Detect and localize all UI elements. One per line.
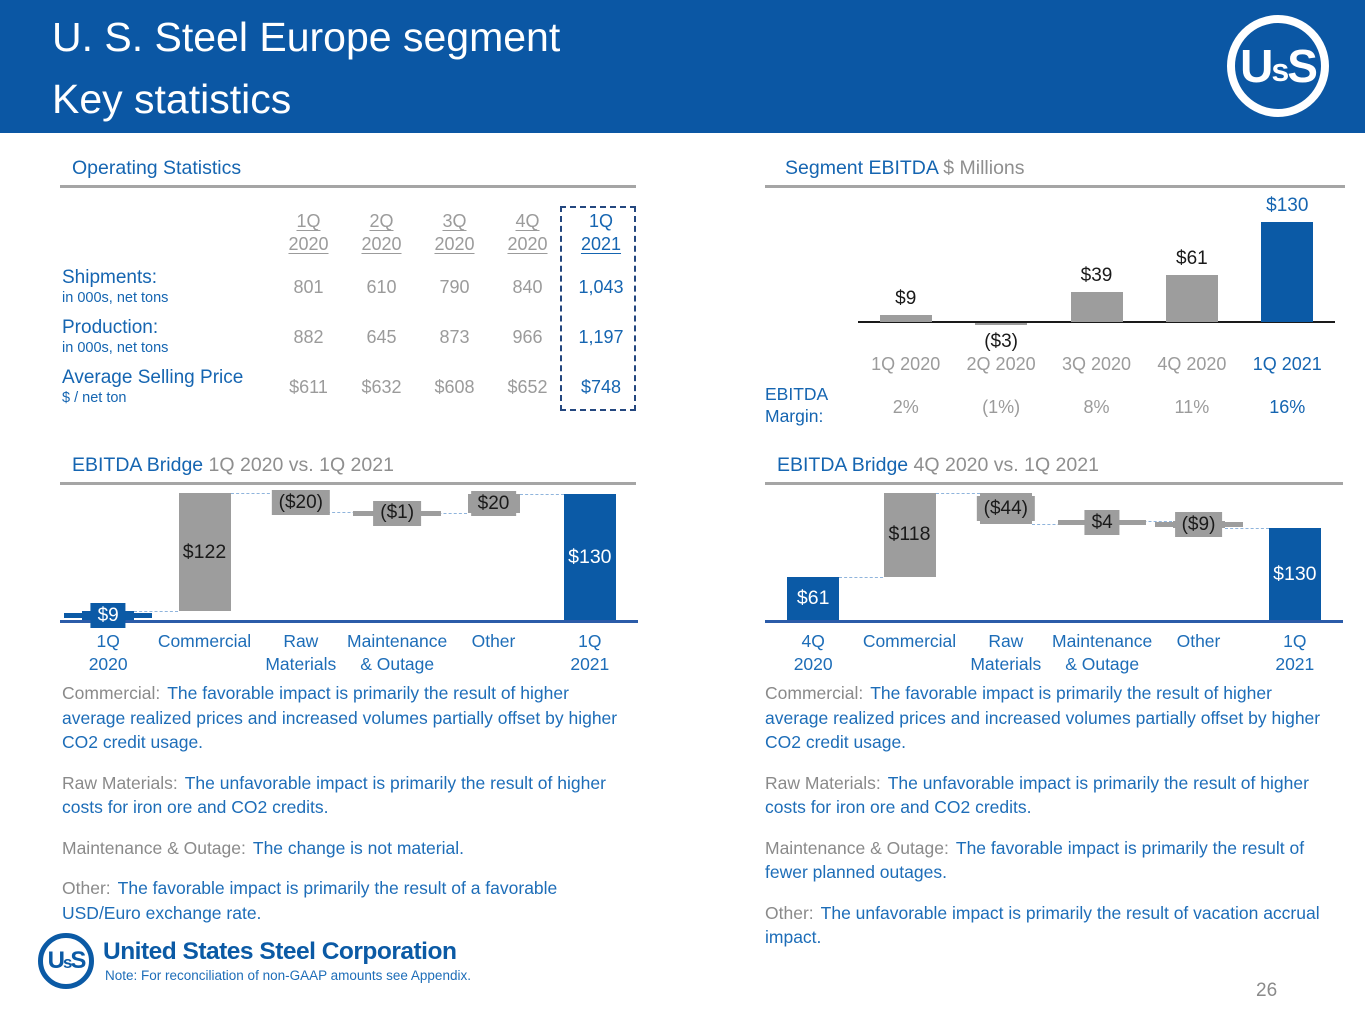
logo-letter: s xyxy=(1271,52,1288,88)
waterfall-bar-value-chip: ($9) xyxy=(1175,512,1223,537)
ebitda-margin-label: EBITDA Margin: xyxy=(765,384,828,426)
note-label: Raw Materials: xyxy=(62,772,178,793)
note-text: The favorable impact is primarily the result of fewer planned outages. xyxy=(765,837,1305,882)
bar-3q-2020 xyxy=(1071,292,1123,322)
waterfall-bar-value-chip: ($44) xyxy=(977,496,1035,521)
waterfall-category-label xyxy=(1233,630,1357,676)
waterfall-bar-4q-2020 xyxy=(787,577,839,620)
table-cell: 790 xyxy=(439,276,470,297)
note-label: Other: xyxy=(765,902,814,923)
page-number: 26 xyxy=(1256,980,1278,1001)
table-cell: $748 xyxy=(580,376,622,397)
table-cell: $652 xyxy=(507,376,548,397)
bridge-left-chart xyxy=(60,487,638,627)
table-row-label xyxy=(62,362,272,412)
bar-1q-2021 xyxy=(1261,222,1313,322)
bridge-left-title-main: EBITDA Bridge xyxy=(72,454,204,476)
waterfall-bar-value: $61 xyxy=(796,586,830,609)
waterfall-category-line: & Outage xyxy=(360,654,435,674)
column-header-line1: 2Q xyxy=(369,211,394,231)
waterfall-category-line: 2020 xyxy=(793,654,833,674)
note-text: The unfavorable impact is primarily the result of vacation accrual impact. xyxy=(765,902,1320,947)
note-text: The unfavorable impact is primarily the result of higher costs for iron ore and CO2 credits. xyxy=(765,772,1309,817)
waterfall-bar-value-chip: ($1) xyxy=(373,501,421,526)
note-maintenance-outage xyxy=(62,836,622,861)
waterfall-bar-value: $130 xyxy=(568,545,612,568)
table-corner-cell xyxy=(62,204,272,262)
waterfall-category-line: Commercial xyxy=(862,631,957,651)
waterfall-bar-commercial xyxy=(884,493,936,577)
waterfall-bar-1q-2021 xyxy=(1269,528,1321,620)
bar-value-label: $130 xyxy=(1266,195,1309,216)
margin-value: 11% xyxy=(1174,397,1210,417)
waterfall-category-line: 2020 xyxy=(88,654,128,674)
column-header xyxy=(418,204,491,262)
slide-title-line1: U. S. Steel Europe segment xyxy=(52,14,561,60)
divider xyxy=(60,185,636,188)
table-cell: 610 xyxy=(366,276,397,297)
category-label: 1Q 2020 xyxy=(871,354,941,374)
column-header-line2: 2020 xyxy=(361,234,402,254)
waterfall-category-line: Maintenance xyxy=(1052,631,1153,651)
table-cell: 882 xyxy=(293,326,324,347)
waterfall-category-line: Maintenance xyxy=(347,631,448,651)
waterfall-category-line: 2021 xyxy=(1275,654,1315,674)
table-cell: $608 xyxy=(434,376,475,397)
bridge-right-notes xyxy=(765,681,1325,966)
table-cell: 801 xyxy=(293,276,324,297)
logo-letter: s xyxy=(62,953,71,973)
table-cell: 1,043 xyxy=(578,276,624,297)
column-header-line1: 4Q xyxy=(515,211,540,231)
uss-logo-icon xyxy=(1227,15,1329,117)
margin-value: 16% xyxy=(1269,397,1306,417)
divider xyxy=(60,482,636,485)
waterfall-bar-1q-2021 xyxy=(564,494,616,620)
waterfall-bar-commercial xyxy=(179,493,231,611)
note-label: Raw Materials: xyxy=(765,772,881,793)
footer-note: Note: For reconciliation of non-GAAP amounts see Appendix. xyxy=(105,968,471,983)
x-axis xyxy=(60,620,638,623)
slide-header xyxy=(0,0,1365,133)
bar-1q-2020 xyxy=(880,315,932,322)
column-header-line2: 2020 xyxy=(434,234,475,254)
table-cell: 966 xyxy=(512,326,543,347)
bridge-right-title xyxy=(777,454,1099,477)
row-label: Shipments: xyxy=(62,267,158,288)
connector-line xyxy=(936,493,980,494)
margin-value: (1%) xyxy=(982,397,1021,417)
waterfall-bar-value-chip: $4 xyxy=(1085,510,1120,535)
note-text: The change is not material. xyxy=(252,837,464,858)
waterfall-bar-value: $130 xyxy=(1273,562,1317,585)
x-axis xyxy=(765,620,1343,623)
row-sublabel: in 000s, net tons xyxy=(62,340,169,356)
ebitda-margin-values xyxy=(858,397,1335,421)
column-header xyxy=(491,204,564,262)
bridge-right-x-labels xyxy=(765,630,1343,678)
bridge-left-title xyxy=(72,454,394,477)
segment-ebitda-title xyxy=(785,157,1025,180)
table-cell: 645 xyxy=(366,326,397,347)
column-header-line2: 2020 xyxy=(507,234,548,254)
bar-value-label: $39 xyxy=(1080,265,1113,286)
waterfall-category-label xyxy=(528,630,652,676)
logo-letter: S xyxy=(1287,40,1316,92)
table-cell: $611 xyxy=(289,376,328,397)
column-header-line1: 1Q xyxy=(296,211,321,231)
waterfall-category-line: 1Q xyxy=(96,631,120,651)
note-text: The unfavorable impact is primarily the result of higher costs for iron ore and CO2 credits. xyxy=(62,772,606,817)
connector-line xyxy=(1225,528,1269,529)
margin-value: 2% xyxy=(892,397,919,417)
note-raw-materials xyxy=(765,771,1325,820)
waterfall-category-line: Materials xyxy=(265,654,337,674)
waterfall-category-line: 1Q xyxy=(578,631,602,651)
note-raw-materials xyxy=(62,771,622,820)
note-label: Other: xyxy=(62,878,111,898)
row-label: Production: xyxy=(62,317,159,338)
waterfall-category-line: 1Q xyxy=(1283,631,1307,651)
column-header-line2: 2020 xyxy=(288,234,329,254)
category-label: 3Q 2020 xyxy=(1061,354,1132,374)
segment-ebitda-x-labels xyxy=(858,354,1335,378)
category-label: 1Q 2021 xyxy=(1252,354,1322,374)
column-header-line2: 2021 xyxy=(580,234,622,254)
note-text: The favorable impact is primarily the result of higher average realized prices and increased volumes partially offset by higher CO2 credit usage. xyxy=(62,683,618,752)
column-header xyxy=(272,204,345,262)
bridge-left-x-labels xyxy=(60,630,638,678)
divider xyxy=(765,482,1343,485)
bar-2q-2020 xyxy=(975,323,1027,325)
operating-statistics-table xyxy=(62,204,638,412)
bridge-left-notes xyxy=(62,681,622,941)
bridge-left-title-range: 1Q 2020 vs. 1Q 2021 xyxy=(203,454,394,476)
note-maintenance-outage xyxy=(765,836,1325,885)
segment-ebitda-chart xyxy=(858,195,1335,358)
operating-statistics-title: Operating Statistics xyxy=(72,157,242,179)
waterfall-category-line: Raw xyxy=(988,631,1024,651)
note-label: Maintenance & Outage: xyxy=(765,837,949,858)
waterfall-category-line: 2021 xyxy=(570,654,610,674)
bar-value-label: $61 xyxy=(1176,248,1208,270)
slide-title-line2: Key statistics xyxy=(52,76,292,122)
bridge-right-title-main: EBITDA Bridge xyxy=(777,454,909,476)
waterfall-category-line: Commercial xyxy=(157,631,252,651)
table-cell: 840 xyxy=(512,276,543,297)
column-header-line1: 3Q xyxy=(442,211,467,231)
table-row-label xyxy=(62,262,272,312)
connector-line xyxy=(520,494,564,495)
waterfall-category-line: Materials xyxy=(970,654,1042,674)
segment-ebitda-title-main: Segment EBITDA xyxy=(785,157,938,179)
category-label: 2Q 2020 xyxy=(966,354,1036,374)
note-text: The favorable impact is primarily the result of higher average realized prices and increased volumes partially offset by higher CO2 credit usage. xyxy=(765,683,1321,752)
note-text: The favorable impact is primarily the result of a favorable USD/Euro exchange rate. xyxy=(62,878,558,923)
note-label: Commercial: xyxy=(62,683,161,703)
column-header xyxy=(345,204,418,262)
margin-value: 8% xyxy=(1083,397,1110,417)
bar-value-label: ($3) xyxy=(984,331,1018,353)
waterfall-category-line: 4Q xyxy=(801,631,825,651)
table-cell: 1,197 xyxy=(578,326,624,347)
row-label: Average Selling Price xyxy=(62,367,244,388)
row-sublabel: $ / net ton xyxy=(62,390,127,406)
waterfall-bar-value-chip: $20 xyxy=(471,491,517,516)
connector-line xyxy=(134,611,178,612)
highlight-column-box xyxy=(560,206,636,411)
uss-footer-logo-icon xyxy=(38,933,94,989)
logo-letter: S xyxy=(70,947,85,974)
divider xyxy=(765,185,1345,188)
note-commercial xyxy=(765,681,1325,755)
note-label: Maintenance & Outage: xyxy=(62,837,246,858)
column-header-line1: 1Q xyxy=(588,211,613,231)
waterfall-bar-value-chip: $9 xyxy=(91,603,126,628)
waterfall-category-line: Other xyxy=(471,631,516,651)
logo-letter: U xyxy=(47,947,63,974)
connector-line xyxy=(839,577,883,578)
bar-value-label: $9 xyxy=(895,288,917,310)
waterfall-bar-value: $122 xyxy=(182,541,227,563)
table-cell: $632 xyxy=(361,376,402,397)
connector-line xyxy=(231,493,275,494)
company-name: United States Steel Corporation xyxy=(103,938,457,965)
bridge-right-chart xyxy=(765,487,1343,627)
note-other xyxy=(765,901,1325,950)
table-row-label xyxy=(62,312,272,362)
category-label: 4Q 2020 xyxy=(1157,354,1227,374)
note-label: Commercial: xyxy=(765,683,864,703)
row-sublabel: in 000s, net tons xyxy=(62,290,169,306)
logo-letter: U xyxy=(1240,40,1272,92)
waterfall-category-line: Other xyxy=(1176,631,1221,651)
bridge-right-title-range: 4Q 2020 vs. 1Q 2021 xyxy=(908,454,1099,476)
note-other xyxy=(62,876,622,925)
waterfall-category-line: & Outage xyxy=(1065,654,1140,674)
waterfall-category-line: Raw xyxy=(283,631,319,651)
waterfall-bar-value-chip: ($20) xyxy=(272,490,330,515)
table-cell: 873 xyxy=(439,326,470,347)
bar-4q-2020 xyxy=(1166,275,1218,322)
segment-ebitda-title-units: $ Millions xyxy=(937,157,1025,179)
note-commercial xyxy=(62,681,622,755)
waterfall-bar-value: $118 xyxy=(888,523,931,545)
